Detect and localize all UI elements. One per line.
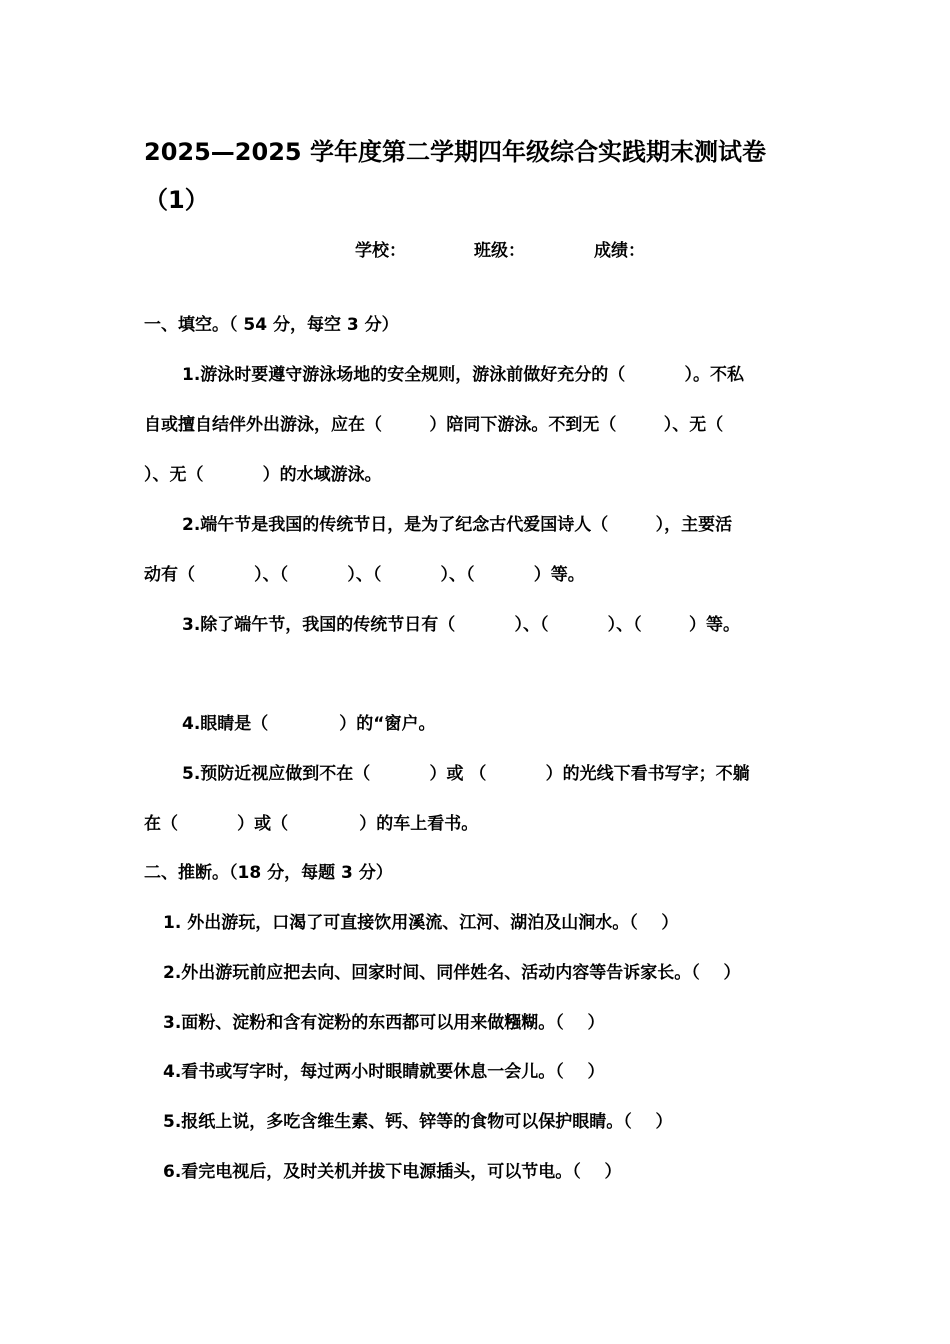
score-label: 成绩： bbox=[594, 241, 645, 261]
fill-question-1-line3: ）、无（ ）的水域游泳。 bbox=[144, 465, 382, 485]
school-label: 学校： bbox=[355, 241, 406, 261]
fill-question-2-line1: 2.端午节是我国的传统节日，是为了纪念古代爱国诗人（ ），主要活 bbox=[182, 515, 733, 535]
judge-question-3: 3.面粉、淀粉和含有淀粉的东西都可以用来做糨糊。（ ） bbox=[163, 1013, 605, 1033]
section2-heading: 二、推断。（18 分，每题 3 分） bbox=[144, 863, 393, 883]
fill-question-3: 3.除了端午节，我国的传统节日有（ ）、（ ）、（ ）等。 bbox=[182, 615, 741, 635]
class-label: 班级： bbox=[474, 241, 525, 261]
judge-question-5: 5.报纸上说，多吃含维生素、钙、锌等的食物可以保护眼睛。（ ） bbox=[163, 1112, 673, 1132]
fill-question-4: 4.眼睛是（ ）的“窗户。 bbox=[182, 714, 436, 734]
page-title: 2025—2025 学年度第二学期四年级综合实践期末测试卷 bbox=[144, 138, 766, 166]
section1-heading: 一、填空。（ 54 分，每空 3 分） bbox=[144, 315, 399, 335]
page-title-number: （1） bbox=[144, 186, 209, 214]
fill-question-1-line1: 1.游泳时要遵守游泳场地的安全规则，游泳前做好充分的（ ）。不私 bbox=[182, 365, 744, 385]
fill-question-1-line2: 自或擅自结伴外出游泳，应在（ ）陪同下游泳。不到无（ ）、无（ bbox=[144, 415, 724, 435]
judge-question-1: 1. 外出游玩，口渴了可直接饮用溪流、江河、湖泊及山涧水。（ ） bbox=[163, 913, 679, 933]
fill-question-2-line2: 动有（ ）、（ ）、（ ）、（ ）等。 bbox=[144, 565, 585, 585]
fill-question-5-line1: 5.预防近视应做到不在（ ）或 （ ）的光线下看书写字；不躺 bbox=[182, 764, 750, 784]
fill-question-5-line2: 在（ ）或（ ）的车上看书。 bbox=[144, 814, 479, 834]
judge-question-6: 6.看完电视后，及时关机并拔下电源插头，可以节电。（ ） bbox=[163, 1162, 622, 1182]
judge-question-4: 4.看书或写字时，每过两小时眼睛就要休息一会儿。（ ） bbox=[163, 1062, 605, 1082]
judge-question-2: 2.外出游玩前应把去向、回家时间、同伴姓名、活动内容等告诉家长。（ ） bbox=[163, 963, 741, 983]
